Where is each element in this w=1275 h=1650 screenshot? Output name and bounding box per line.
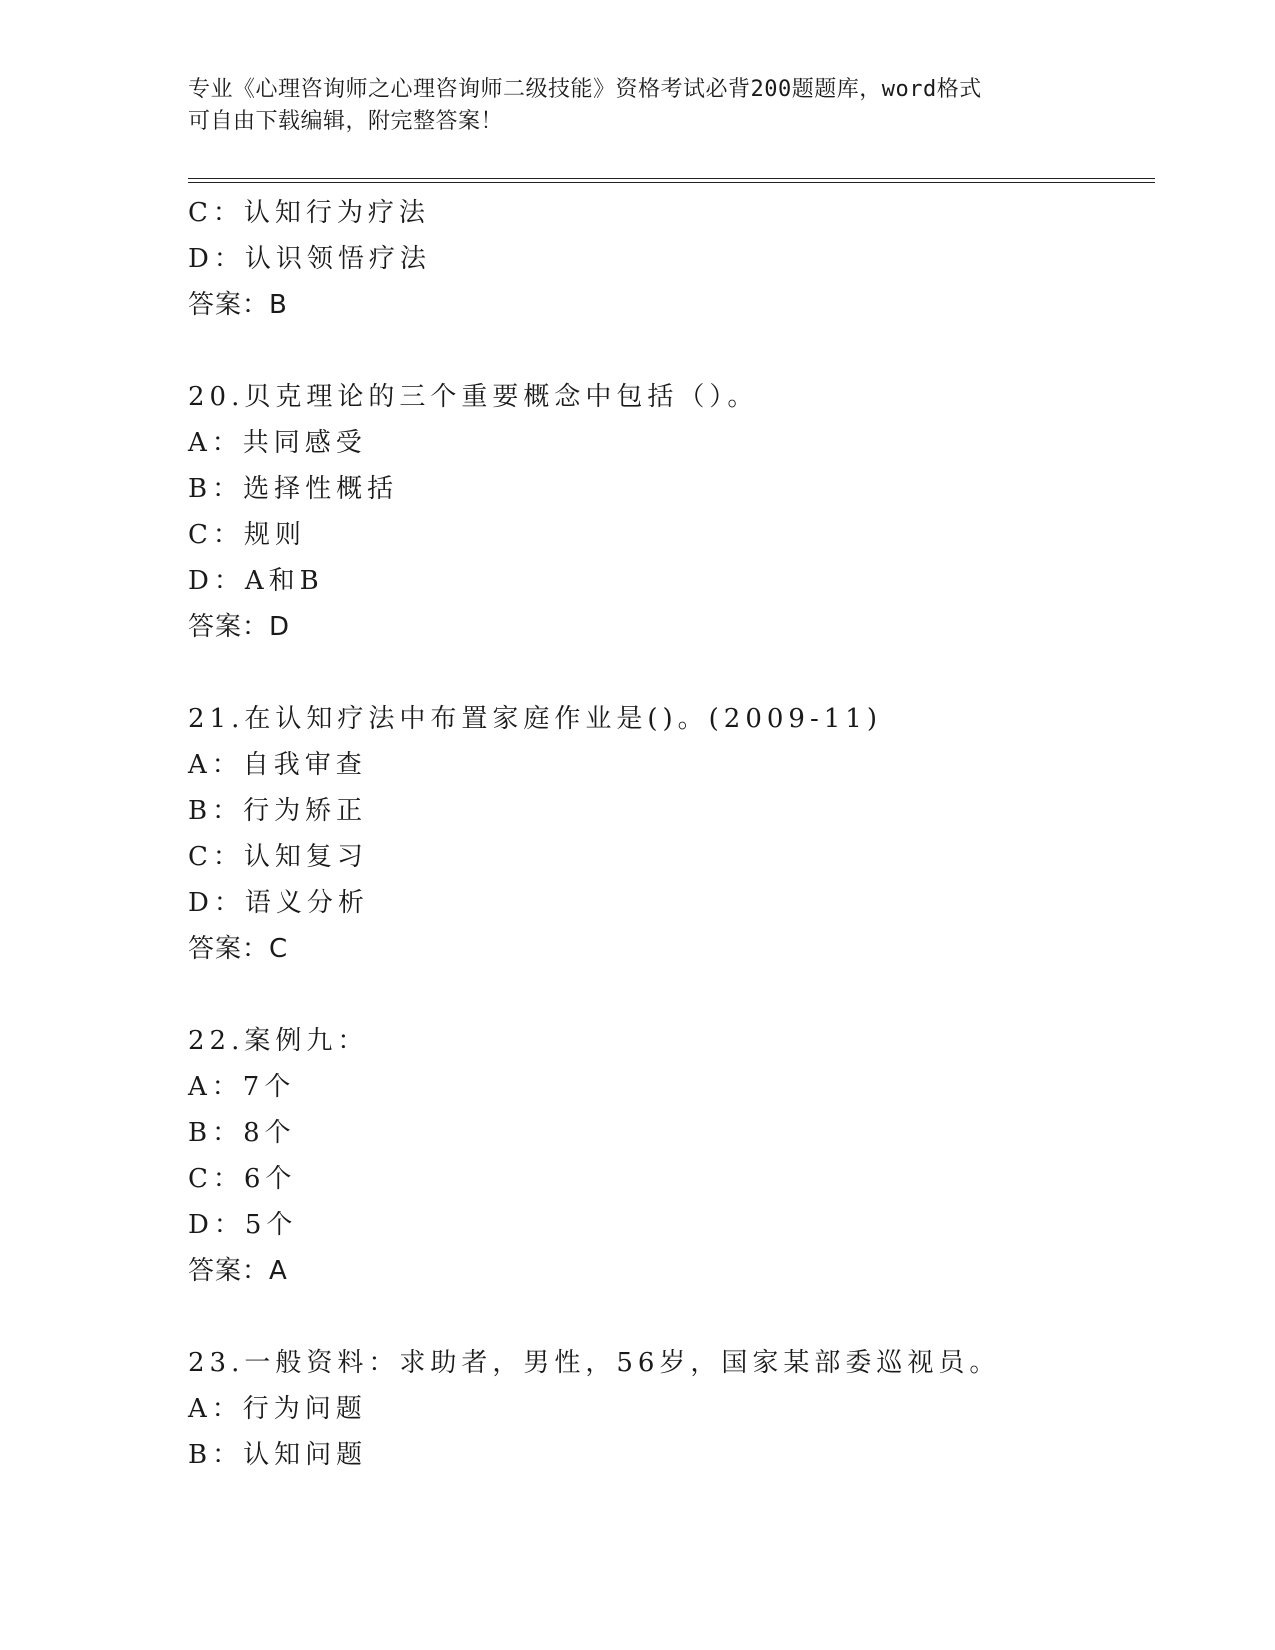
option-c: C：认知行为疗法 <box>188 198 430 228</box>
question-spacer <box>188 972 1148 1018</box>
option-d: D：A和B <box>188 566 324 596</box>
question-stem: 22.案例九： <box>188 1026 369 1056</box>
question-23 <box>188 1340 1148 1478</box>
document-header <box>188 74 1068 138</box>
question-20 <box>188 374 1148 650</box>
question-21 <box>188 696 1148 972</box>
question-spacer <box>188 1294 1148 1340</box>
header-title-line-2: 可自由下载编辑，附完整答案！ <box>188 109 504 134</box>
option-b: B：8个 <box>188 1118 296 1148</box>
option-d: D：认识领悟疗法 <box>188 244 431 274</box>
question-list <box>188 190 1148 1478</box>
answer-line: 答案：D <box>188 612 291 642</box>
question-spacer <box>188 650 1148 696</box>
option-a: A：7个 <box>188 1072 296 1102</box>
answer-line: 答案：B <box>188 290 288 320</box>
option-a: A：行为问题 <box>188 1394 367 1424</box>
option-c: C：规则 <box>188 520 306 550</box>
option-d: D：5个 <box>188 1210 298 1240</box>
option-c: C：认知复习 <box>188 842 368 872</box>
question-stem: 21.在认知疗法中布置家庭作业是()。(2009-11) <box>188 704 882 734</box>
option-c: C：6个 <box>188 1164 297 1194</box>
header-title-line-1: 专业《心理咨询师之心理咨询师二级技能》资格考试必背200题题库，word格式 <box>188 77 982 102</box>
option-b: B：选择性概括 <box>188 474 399 504</box>
header-double-rule <box>188 178 1155 183</box>
option-b: B：认知问题 <box>188 1440 368 1470</box>
option-d: D：语义分析 <box>188 888 369 918</box>
question-spacer <box>188 328 1148 374</box>
option-a: A：自我审查 <box>188 750 367 780</box>
question-22 <box>188 1018 1148 1294</box>
question-19-continued <box>188 190 1148 328</box>
question-stem: 20.贝克理论的三个重要概念中包括（）。 <box>188 382 759 412</box>
answer-line: 答案：A <box>188 1256 288 1286</box>
question-stem: 23.一般资料：求助者，男性，56岁，国家某部委巡视员。 <box>188 1348 1001 1378</box>
option-a: A：共同感受 <box>188 428 367 458</box>
answer-line: 答案：C <box>188 934 289 964</box>
option-b: B：行为矫正 <box>188 796 368 826</box>
